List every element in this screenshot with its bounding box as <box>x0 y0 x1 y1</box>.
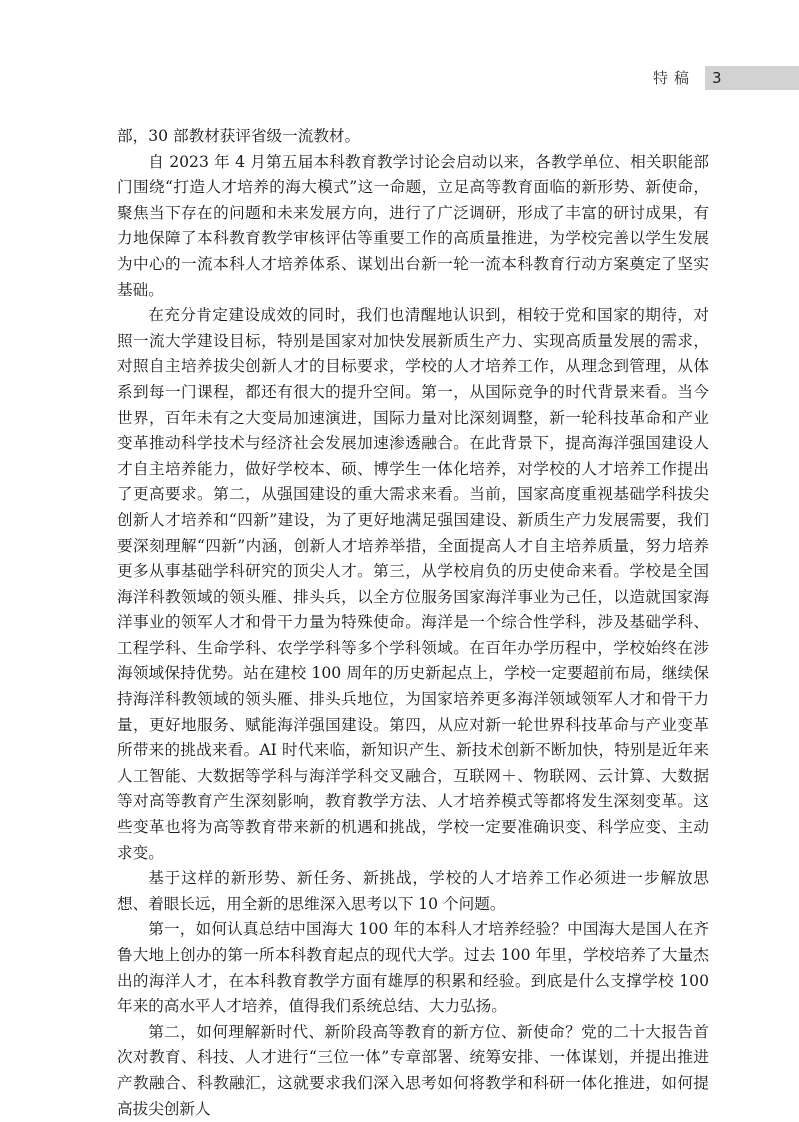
running-header <box>0 66 799 90</box>
article-body <box>117 124 709 1122</box>
paragraph: 自 2023 年 4 月第五届本科教育教学讨论会启动以来，各教学单位、相关职能部门围绕“打造人才培养的海大模式”这一命题，立足高等教育面临的新形势、新使命，聚焦当下存在的问题和未来发展方向，进行了广泛调研，形成了丰富的研讨成果，有力地保障了本科教育教学审核评估等重要工作的高质量推进，为学校完善以学生发展为中心的一流本科人才培养体系、谋划出台新一轮一流本科教育行动方案奠定了坚实基础。 <box>117 152 709 299</box>
section-title: 特稿 <box>652 69 695 87</box>
page-number: 3 <box>712 69 722 87</box>
paragraph-continued: 部，30 部教材获评省级一流教材。 <box>117 127 361 145</box>
paragraph: 第二，如何理解新时代、新阶段高等教育的新方位、新使命？党的二十大报告首次对教育、科技、人才进行“三位一体”专章部署、统筹安排、一体谋划，并提出推进产教融合、科教融汇，这就要求我们深入思考如何将教学和科研一体化推进，如何提高拔尖创新人 <box>117 1022 709 1118</box>
paragraph: 基于这样的新形势、新任务、新挑战，学校的人才培养工作必须进一步解放思想、着眼长远，用全新的思维深入思考以下 10 个问题。 <box>117 869 709 913</box>
paragraph: 第一，如何认真总结中国海大 100 年的本科人才培养经验？中国海大是国人在齐鲁大地上创办的第一所本科教育起点的现代大学。过去 100 年里，学校培养了大量杰出的海洋人才，在本科教育教学方面有雄厚的积累和经验。到底是什么支撑学校 100 年来的高水平人才培养，值得我们系统总结、大力弘扬。 <box>117 920 709 1016</box>
paragraph: 在充分肯定建设成效的同时，我们也清醒地认识到，相较于党和国家的期待，对照一流大学建设目标，特别是国家对加快发展新质生产力、实现高质量发展的需求，对照自主培养拔尖创新人才的目标要求，学校的人才培养工作，从理念到管理，从体系到每一门课程，都还有很大的提升空间。第一，从国际竞争的时代背景来看。当今世界，百年未有之大变局加速演进，国际力量对比深刻调整，新一轮科技革命和产业变革推动科学技术与经济社会发展加速渗透融合。在此背景下，提高海洋强国建设人才自主培养能力，做好学校本、硕、博学生一体化培养，对学校的人才培养工作提出了更高要求。第二，从强国建设的重大需求来看。当前，国家高度重视基础学科拔尖创新人才培养和“四新”建设，为了更好地满足强国建设、新质生产力发展需要，我们要深刻理解“四新”内涵，创新人才培养举措，全面提高人才自主培养质量，努力培养更多从事基础学科研究的顶尖人才。第三，从学校肩负的历史使命来看。学校是全国海洋科教领域的领头雁、排头兵，以全方位服务国家海洋事业为己任，以造就国家海洋事业的领军人才和骨干力量为特殊使命。海洋是一个综合性学科，涉及基础学科、工程学科、生命学科、农学学科等多个学科领域。在百年办学历程中，学校始终在涉海领域保持优势。站在建校 100 周年的历史新起点上，学校一定要超前布局，继续保持海洋科教领域的领头雁、排头兵地位，为国家培养更多海洋领域领军人才和骨干力量，更好地服务、赋能海洋强国建设。第四，从应对新一轮世界科技革命与产业变革所带来的挑战来看。AI 时代来临，新知识产生、新技术创新不断加快，特别是近年来人工智能、大数据等学科与海洋学科交叉融合，互联网＋、物联网、云计算、大数据等对高等教育产生深刻影响，教育教学方法、人才培养模式等都将发生深刻变革。这些变革也将为高等教育带来新的机遇和挑战，学校一定要准确识变、科学应变、主动求变。 <box>117 306 709 862</box>
